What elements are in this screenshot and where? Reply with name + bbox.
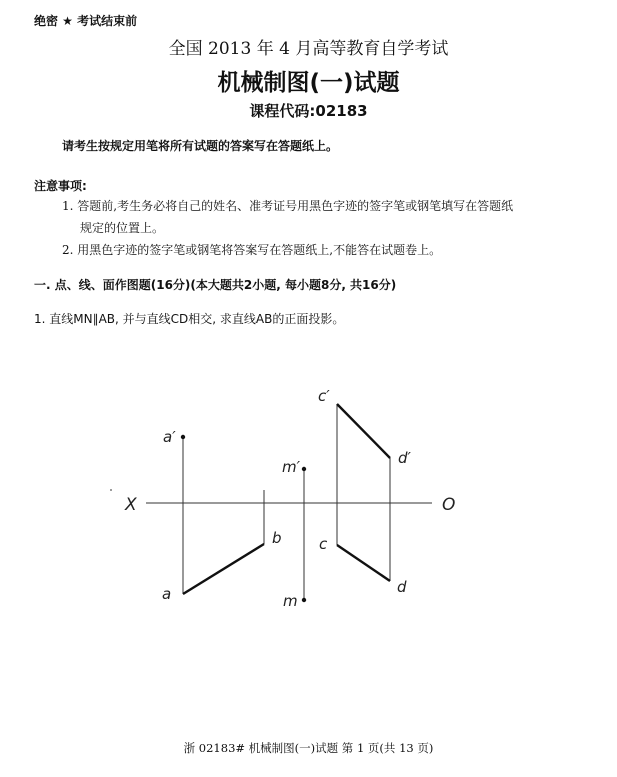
course-code: 课程代码:02183 — [249, 102, 368, 120]
label-d-prime: d′ — [398, 449, 411, 467]
stray-dot — [110, 489, 112, 491]
question-1: 1. 直线MN∥AB, 并与直线CD相交, 求直线AB的正面投影。 — [34, 312, 345, 326]
label-b: b — [272, 529, 282, 547]
note-item-1-continued: 规定的位置上。 — [80, 221, 165, 235]
paper-title: 机械制图(一)试题 — [217, 70, 400, 96]
label-d: d — [397, 578, 407, 596]
label-c-prime: c′ — [318, 387, 330, 405]
point-a-prime — [181, 435, 185, 439]
note-item-1: 1. 答题前,考生务必将自己的姓名、准考证号用黑色字迹的签字笔或钢笔填写在答题纸 — [62, 199, 514, 213]
section-heading: 一. 点、线、面作图题(16分)(本大题共2小题, 每小题8分, 共16分) — [34, 278, 397, 292]
label-m-prime: m′ — [282, 458, 301, 476]
label-x-axis: X — [125, 495, 137, 515]
label-c: c — [319, 535, 328, 553]
line-ab-top-view — [183, 544, 264, 594]
confidential-mark: 绝密 ★ 考试结束前 — [34, 14, 138, 28]
notes-heading: 注意事项: — [34, 179, 87, 193]
point-m — [302, 598, 306, 602]
point-m-prime — [302, 467, 306, 471]
label-a: a — [162, 585, 172, 603]
label-o-axis: O — [442, 495, 456, 515]
exam-title: 全国 2013 年 4 月高等教育自学考试 — [168, 39, 449, 59]
label-a-prime: a′ — [163, 428, 176, 446]
answer-instruction: 请考生按规定用笔将所有试题的答案写在答题纸上。 — [62, 139, 339, 153]
label-m: m — [283, 592, 298, 610]
page-footer: 浙 02183# 机械制图(一)试题 第 1 页(共 13 页) — [183, 741, 434, 755]
note-item-2: 2. 用黑色字迹的签字笔或钢笔将答案写在答题纸上,不能答在试题卷上。 — [62, 243, 442, 257]
line-cd-top-view — [337, 545, 390, 581]
line-cd-front-view — [337, 404, 390, 458]
